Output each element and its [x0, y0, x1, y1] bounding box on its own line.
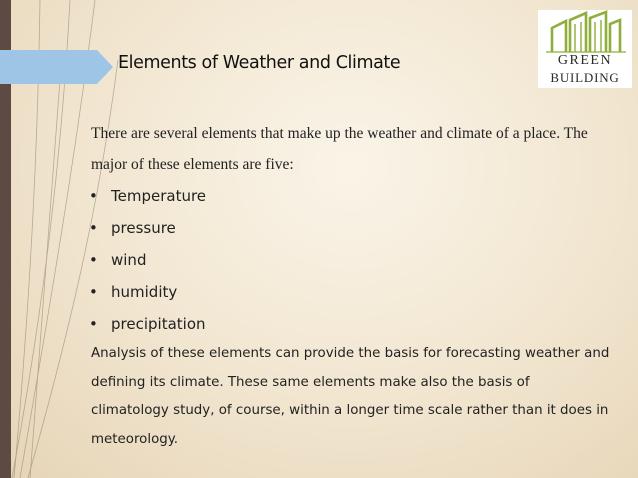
bullet-marker: • [89, 315, 98, 333]
list-item [89, 214, 206, 246]
list-item-label: pressure [111, 219, 176, 237]
logo-text-green: GREEN [557, 53, 613, 68]
title-tab [0, 50, 113, 84]
slide-title: Elements of Weather and Climate [118, 53, 401, 73]
list-item [89, 246, 206, 278]
list-item-label: humidity [111, 283, 178, 301]
green-building-logo [538, 10, 632, 88]
bullet-marker: • [89, 219, 98, 237]
list-item [89, 310, 206, 342]
list-item-label: wind [111, 251, 147, 269]
bullet-marker: • [89, 187, 98, 205]
list-item [89, 182, 206, 214]
intro-paragraph: There are several elements that make up the weather and climate of a place. The major of these elements are five: [91, 125, 588, 173]
bullet-marker: • [89, 283, 98, 301]
analysis-paragraph: Analysis of these elements can provide the basis for forecasting weather and defining its climate. These same elements make also the basis of climatology study, of course, within a longer time scale rather than it does in meteorology. [91, 346, 610, 447]
list-item-label: precipitation [111, 315, 206, 333]
list-item [89, 278, 206, 310]
building-icon [538, 10, 632, 54]
bullet-marker: • [89, 251, 98, 269]
logo-text-building: BUILDING [550, 70, 620, 85]
elements-list [89, 182, 206, 342]
list-item-label: Temperature [111, 187, 207, 205]
